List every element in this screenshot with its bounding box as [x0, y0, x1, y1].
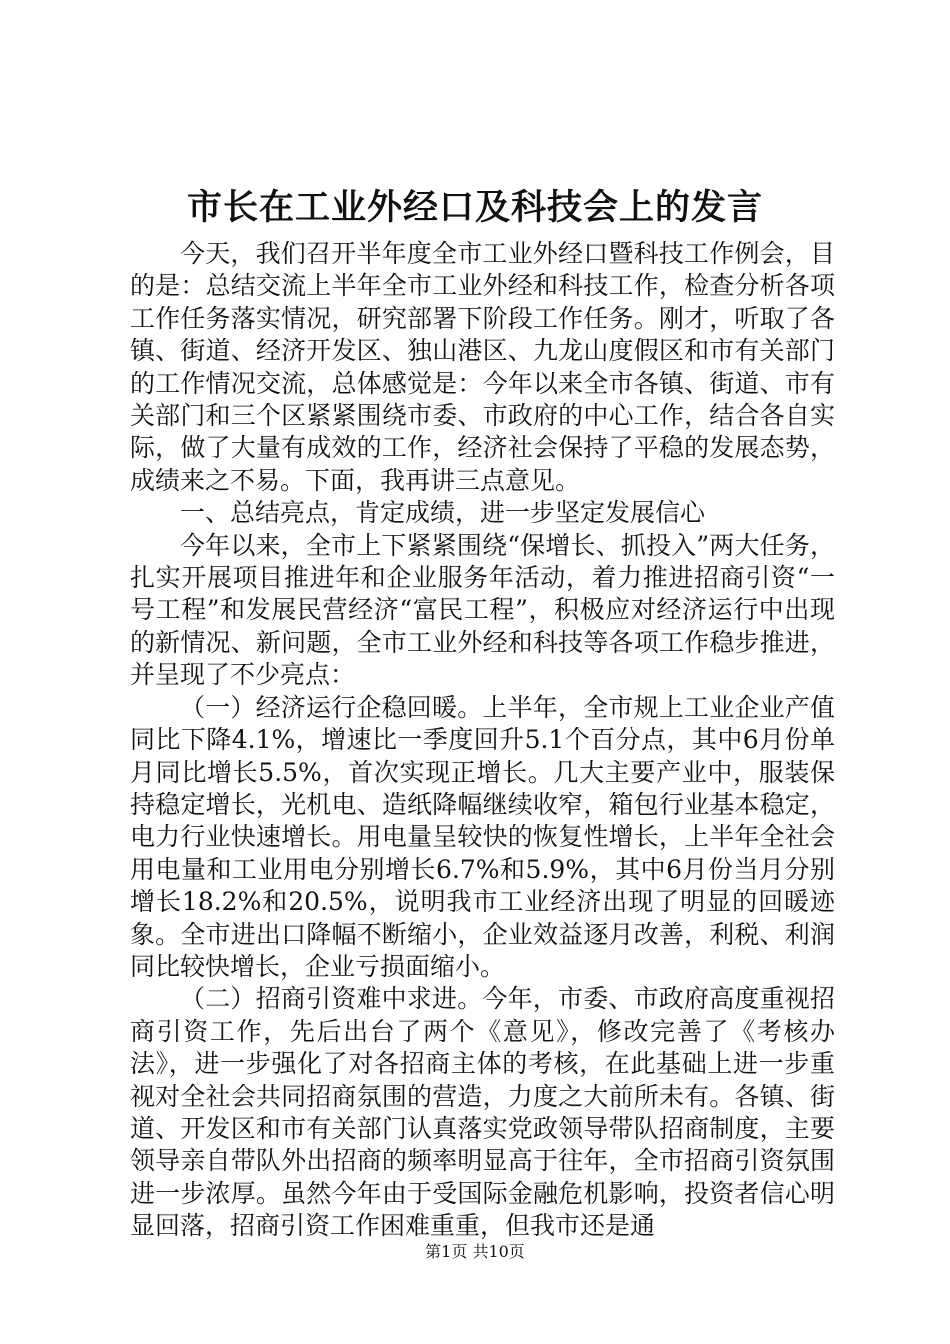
page-number-footer: 第1页 共10页: [425, 1242, 525, 1261]
paragraph-investment: （二）招商引资难中求进。今年，市委、市政府高度重视招商引资工作，先后出台了两个《意见》，修改完善了《考核办法》，进一步强化了对各招商主体的考核，在此基础上进一步重视对全社会共同招商氛围的营造，力度之大前所未有。各镇、街道、开发区和市有关部门认真落实党政领导带队招商制度，主要领导亲自带队外出招商的频率明显高于往年，全市招商引资氛围进一步浓厚。虽然今年由于受国际金融危机影响，投资者信心明显回落，招商引资工作困难重重，但我市还是通: [130, 984, 835, 1241]
section-heading-1: 一、总结亮点，肯定成绩，进一步坚定发展信心: [180, 498, 706, 528]
document-title: 市长在工业外经口及科技会上的发言: [186, 187, 763, 228]
paragraph-overview: 今年以来，全市上下紧紧围绕“保增长、抓投入”两大任务，扎实开展项目推进年和企业服务年活动，着力推进招商引资“一号工程”和发展民营经济“富民工程”，积极应对经济运行中出现的新情况、新问题，全市工业外经和科技等各项工作稳步推进，并呈现了不少亮点：: [130, 530, 835, 690]
paragraph-intro: 今天，我们召开半年度全市工业外经口暨科技工作例会，目的是：总结交流上半年全市工业外经和科技工作，检查分析各项工作任务落实情况，研究部署下阶段工作任务。刚才，听取了各镇、街道、经济开发区、独山港区、九龙山度假区和市有关部门的工作情况交流，总体感觉是：今年以来全市各镇、街道、市有关部门和三个区紧紧围绕市委、市政府的中心工作，结合各自实际，做了大量有成效的工作，经济社会保持了平稳的发展态势，成绩来之不易。下面，我再讲三点意见。: [130, 239, 835, 495]
document-body: [130, 238, 835, 1243]
paragraph-economy: （一）经济运行企稳回暖。上半年，全市规上工业企业产值同比下降4.1%，增速比一季度回升5.1个百分点，其中6月份单月同比增长5.5%，首次实现正增长。几大主要产业中，服装保持稳定增长，光机电、造纸降幅继续收窄，箱包行业基本稳定，电力行业快速增长。用电量呈较快的恢复性增长，上半年全社会用电量和工业用电分别增长6.7%和5.9%，其中6月份当月分别增长18.2%和20.5%，说明我市工业经济出现了明显的回暖迹象。全市进出口降幅不断缩小，企业效益逐月改善，利税、利润同比较快增长，企业亏损面缩小。: [130, 692, 835, 981]
